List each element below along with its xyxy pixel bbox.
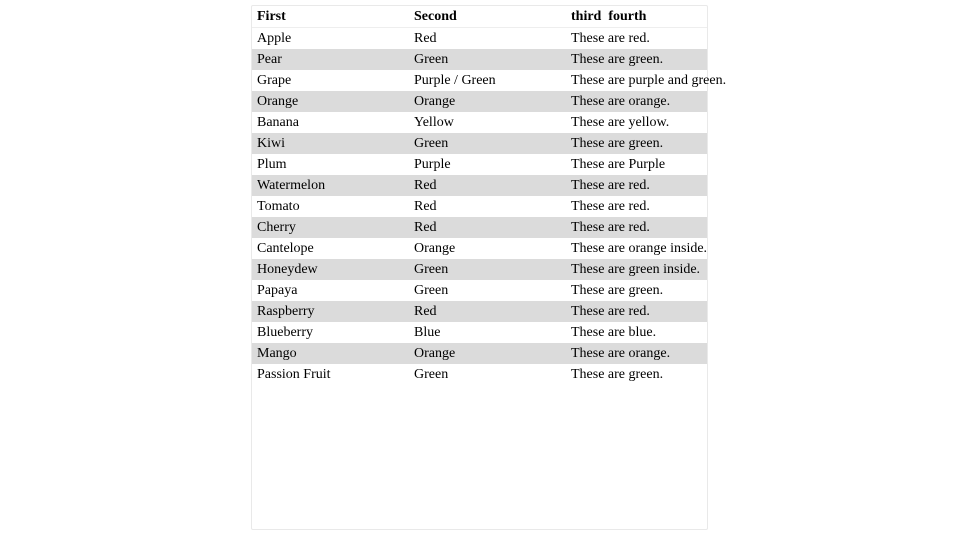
table-row [252, 133, 707, 154]
table-cell: Orange [414, 94, 456, 109]
table-cell: These are red. [571, 31, 650, 46]
table-cell: Cherry [257, 220, 296, 235]
table-cell: Pear [257, 52, 282, 67]
table-cell: These are green. [571, 52, 664, 67]
table-cell: These are red. [571, 199, 650, 214]
table-cell: Purple [414, 157, 451, 172]
table-cell: Orange [257, 94, 299, 109]
table-cell: These are orange inside. [571, 241, 708, 256]
table-cell: Raspberry [257, 304, 315, 319]
table-row [252, 70, 707, 91]
table-row [252, 217, 707, 238]
table-row [252, 343, 707, 364]
table-cell: Green [414, 283, 449, 298]
table-cell: These are red. [571, 304, 650, 319]
table-row [252, 322, 707, 343]
table-cell: Red [414, 304, 437, 319]
table-cell: These are Purple [571, 157, 666, 172]
table-cell: Honeydew [257, 262, 318, 277]
table-row [252, 154, 707, 175]
table-row [252, 301, 707, 322]
table-cell: Plum [257, 157, 287, 172]
table-cell: These are yellow. [571, 115, 670, 130]
table-cell: Green [414, 262, 449, 277]
table-cell: These are blue. [571, 325, 657, 340]
table-row [252, 28, 707, 50]
table-cell: Blueberry [257, 325, 313, 340]
table-cell: Mango [257, 346, 297, 361]
fruits-table [252, 6, 727, 385]
table-cell: These are orange. [571, 94, 671, 109]
table-row [252, 49, 707, 70]
table-cell: These are green inside. [571, 262, 701, 277]
table-cell: Papaya [257, 283, 298, 298]
table-cell: These are green. [571, 367, 664, 382]
table-cell: Apple [257, 31, 292, 46]
table-cell: These are purple and green. [571, 73, 727, 88]
table-body [252, 28, 727, 386]
table-cell: These are orange. [571, 346, 671, 361]
table-cell: Green [414, 52, 449, 67]
table-cell: Watermelon [257, 178, 326, 193]
header-row [252, 6, 707, 28]
column-header-second: Second [409, 6, 566, 28]
table-cell: Passion Fruit [257, 367, 331, 382]
table-cell: Tomato [257, 199, 300, 214]
table-cell: Orange [414, 346, 456, 361]
table-cell: Grape [257, 73, 292, 88]
table-cell: Banana [257, 115, 299, 130]
table-row [252, 91, 707, 112]
table-cell: These are red. [571, 220, 650, 235]
table-cell: Purple / Green [414, 73, 496, 88]
table-row [252, 280, 707, 301]
table-cell: Red [414, 199, 437, 214]
table-cell: Yellow [414, 115, 454, 130]
table-cell: These are green. [571, 136, 664, 151]
table-row [252, 364, 707, 385]
table-row [252, 175, 707, 196]
column-header-first: First [252, 6, 409, 28]
table-row [252, 238, 707, 259]
table-cell: Orange [414, 241, 456, 256]
column-header-third-fourth: third fourth [566, 6, 707, 28]
table-card [251, 5, 727, 530]
table-cell: Green [414, 136, 449, 151]
table-cell: Blue [414, 325, 441, 340]
table-cell: Green [414, 367, 449, 382]
table-cell: Red [414, 31, 437, 46]
table-cell: These are red. [571, 178, 650, 193]
table-row [252, 259, 707, 280]
table-cell: Cantelope [257, 241, 314, 256]
table-cell: These are green. [571, 283, 664, 298]
table-row [252, 112, 707, 133]
table-row [252, 196, 707, 217]
table-cell: Red [414, 220, 437, 235]
table-cell: Red [414, 178, 437, 193]
table-cell: Kiwi [257, 136, 285, 151]
